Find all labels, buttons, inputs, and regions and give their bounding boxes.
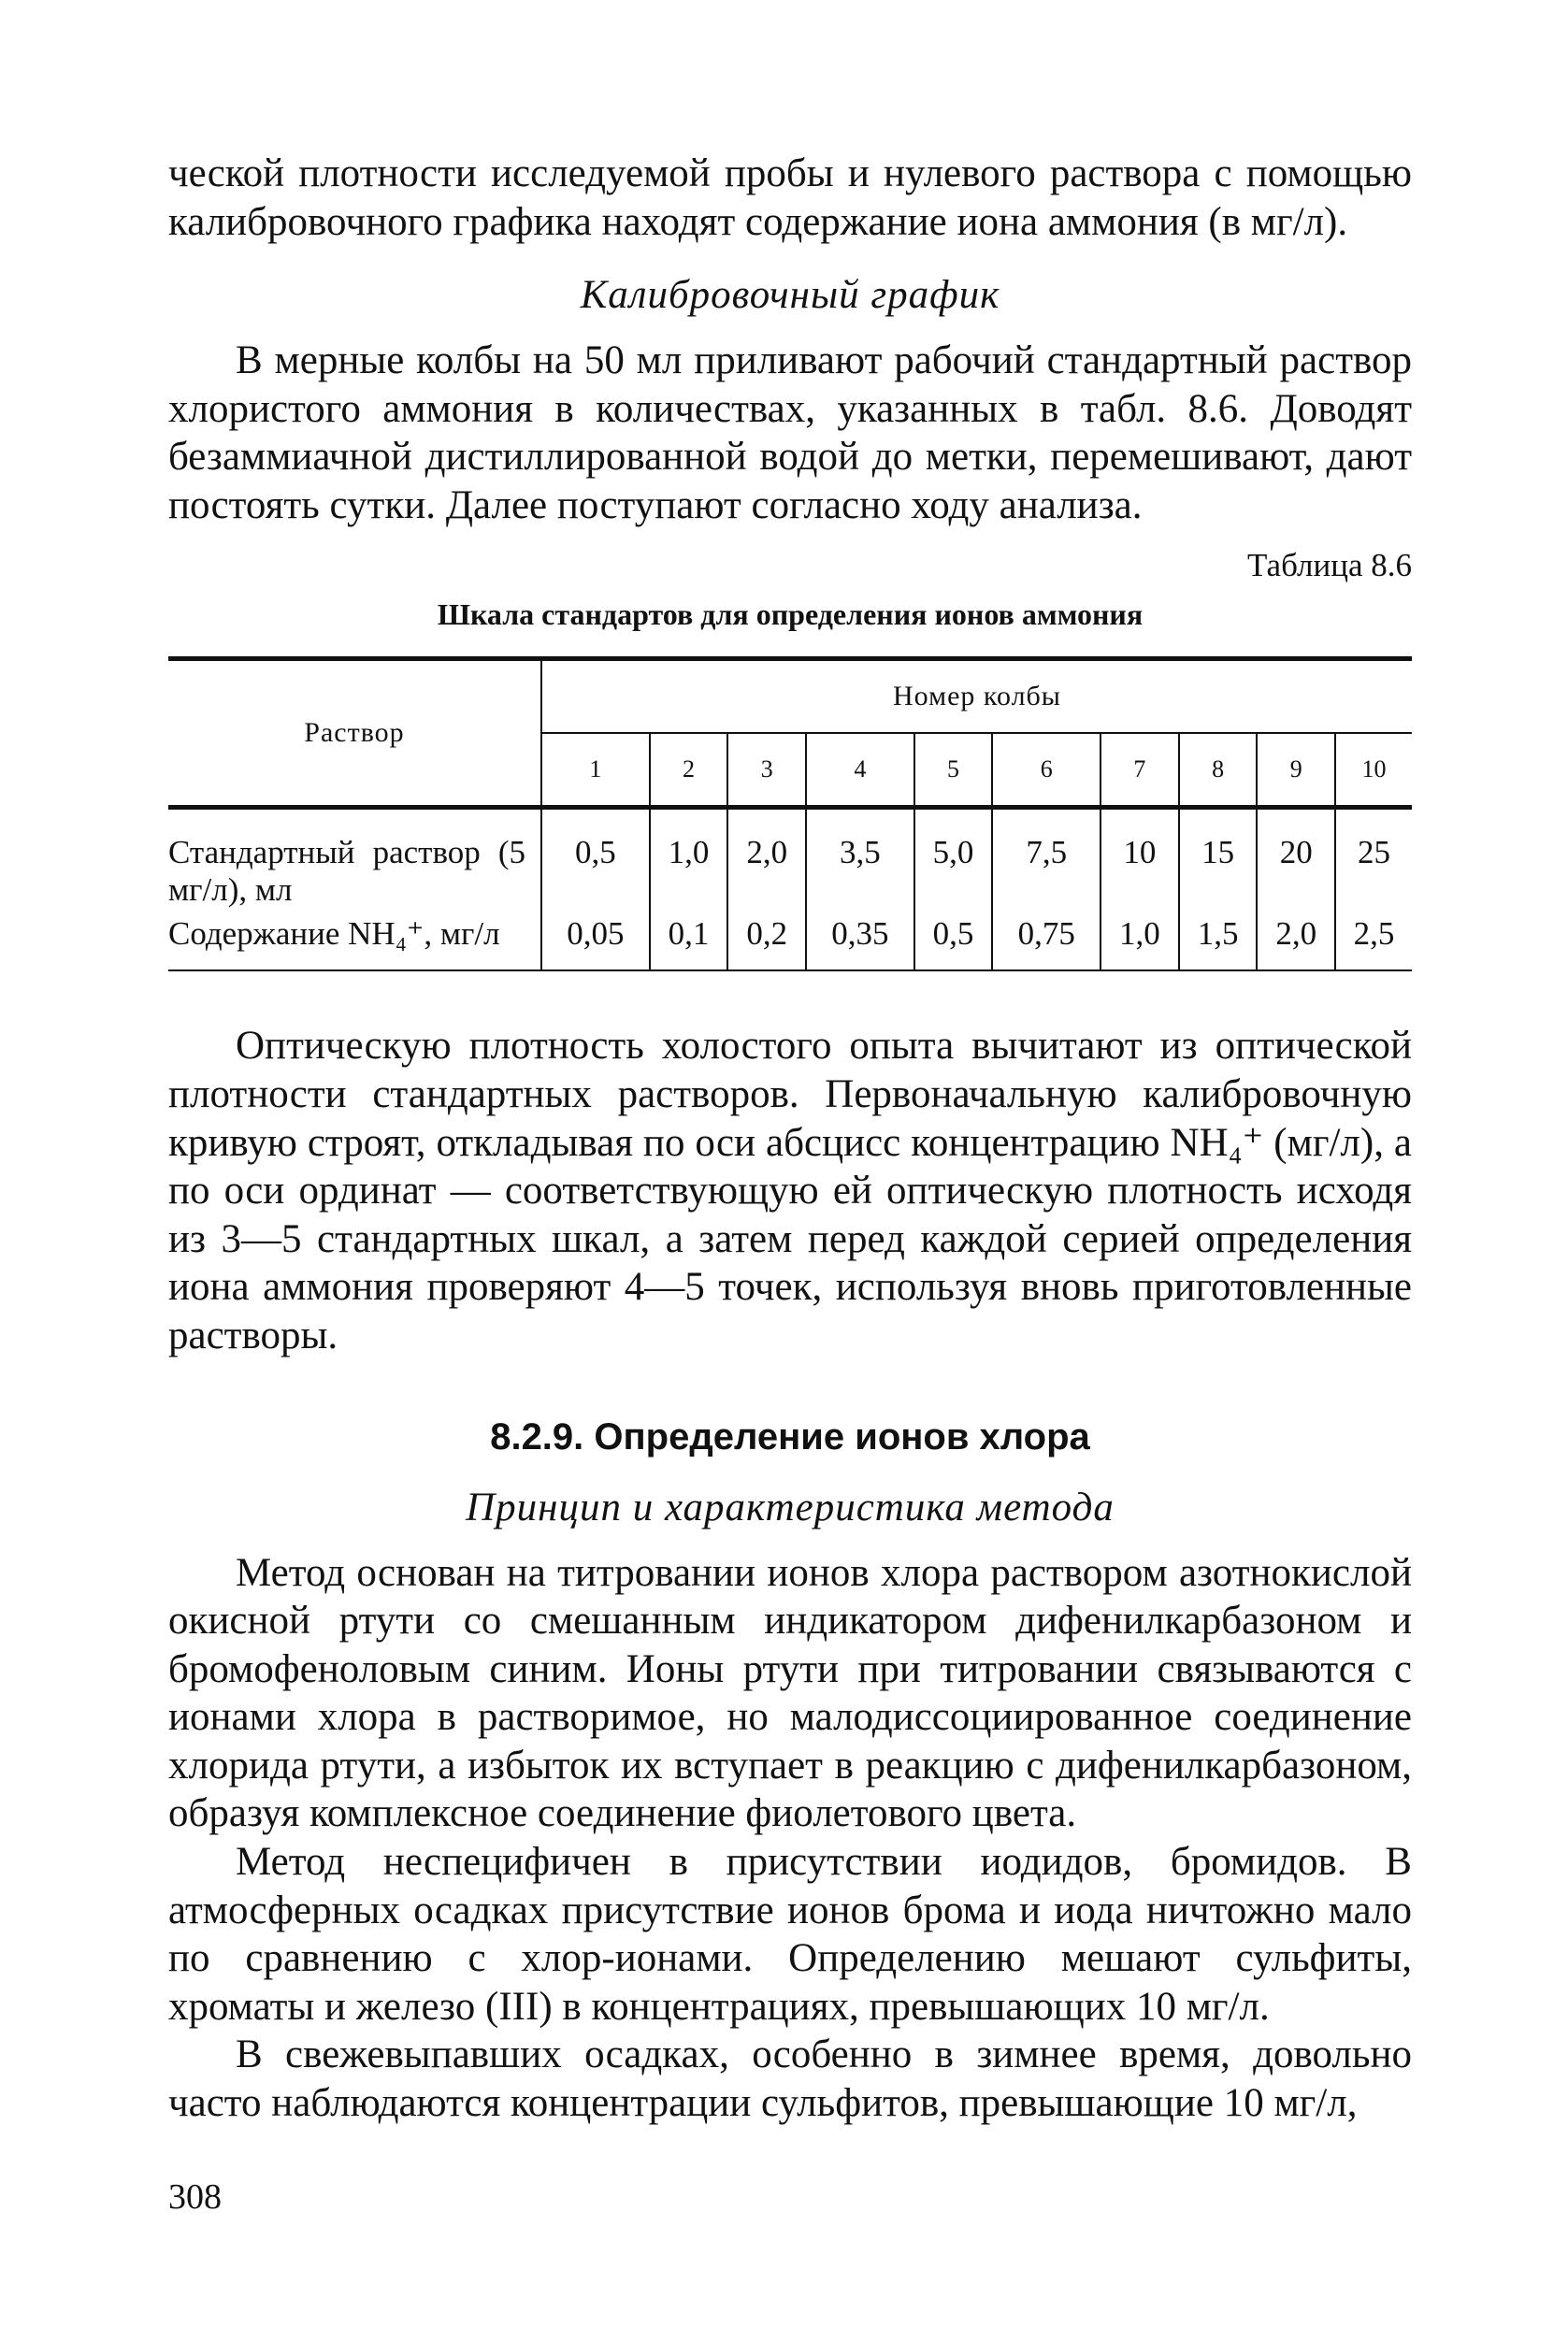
paragraph-calibration: В мерные колбы на 50 мл приливают рабочий стандартный раствор хлористого аммония в количествах, указанных в табл. 8.6. Доводят безаммиачной дистиллированной водой до метки, перемешивают, дают постоять сутки. Далее поступают согласно ходу анализа. — [168, 338, 1412, 527]
flask-number: 3 — [727, 733, 806, 808]
row-label: Стандартный раствор (5 мг/л), мл — [168, 833, 525, 909]
header-flask-number: Номер колбы — [541, 658, 1412, 733]
table-cell: 5,0 — [914, 807, 993, 910]
table-cell: 2,0 — [727, 807, 806, 910]
standards-table — [168, 656, 1412, 972]
paragraph-interference: Метод неспецифичен в присутствии иодидов, бромидов. В атмосферных осадках присутствие ионов брома и иода ничтожно мало по сравнению с хлор-ионами. Определению мешают сульфиты, хроматы и железо (III) в концентрациях, превышающих 10 мг/л. — [168, 1840, 1412, 2029]
flask-number: 7 — [1100, 733, 1179, 808]
table-number: Таблица 8.6 — [1247, 546, 1412, 583]
flask-number: 2 — [650, 733, 728, 808]
paragraph-method: Метод основан на титровании ионов хлора раствором азотнокислой окисной ртути со смешанным индикатором дифенилкарбазоном и бромофеноловым синим. Ионы ртути при титровании связываются с ионами хлора в растворимое, но малодиссоциированное соединение хлорида ртути, а избыток их вступает в реакцию с дифенилкарбазоном, образуя комплексное соединение фиолетового цвета. — [168, 1550, 1412, 1836]
table-cell: 0,5 — [914, 910, 993, 971]
table-cell: 1,5 — [1179, 910, 1258, 971]
table-cell: 10 — [1100, 807, 1179, 910]
page-number: 308 — [168, 2177, 222, 2217]
heading-calibration: Калибровочный график — [580, 273, 1000, 318]
table-cell: 2,0 — [1257, 910, 1335, 971]
table-row — [168, 807, 1412, 910]
flask-number: 1 — [541, 733, 650, 808]
table-cell: 15 — [1179, 807, 1258, 910]
table-cell: 2,5 — [1335, 910, 1412, 971]
table-cell: 0,35 — [806, 910, 914, 971]
paragraph-sulfites: В свежевыпавших осадках, особенно в зимнее время, довольно часто наблюдаются концентрации сульфитов, превышающие 10 мг/л, — [168, 2032, 1412, 2126]
table-cell: 1,0 — [650, 807, 728, 910]
table-cell: 3,5 — [806, 807, 914, 910]
page-content — [168, 150, 1412, 2128]
row-label: Содержание NH₄⁺, мг/л — [168, 914, 500, 952]
flask-number: 9 — [1257, 733, 1335, 808]
table-row — [168, 910, 1412, 971]
table-title: Шкала стандартов для определения ионов аммония — [437, 596, 1144, 631]
paragraph-intro: ческой плотности исследуемой пробы и нулевого раствора с помощью калибровочного графика находят содержание иона аммония (в мг/л). — [168, 151, 1412, 244]
flask-number: 6 — [992, 733, 1100, 808]
table-cell: 0,75 — [992, 910, 1100, 971]
heading-principle: Принцип и характеристика метода — [466, 1485, 1115, 1530]
paragraph-optical-density: Оптическую плотность холостого опыта вычитают из оптической плотности стандартных растворов. Первоначальную калибровочную кривую строят, откладывая по оси абсцисс концентрацию NH₄⁺ (мг/л), а по оси ординат — соответствующую ей оптическую плотность исходя из 3—5 стандартных шкал, а затем перед каждой серией определения иона аммония проверяют 4—5 точек, используя вновь приготовленные растворы. — [168, 1024, 1412, 1357]
flask-number: 5 — [914, 733, 993, 808]
section-heading: 8.2.9. Определение ионов хлора — [490, 1415, 1090, 1458]
table-cell: 1,0 — [1100, 910, 1179, 971]
table-cell: 7,5 — [992, 807, 1100, 910]
flask-number: 10 — [1335, 733, 1412, 808]
table-cell: 0,5 — [541, 807, 650, 910]
flask-number: 8 — [1179, 733, 1258, 808]
table-cell: 0,1 — [650, 910, 728, 971]
table-cell: 20 — [1257, 807, 1335, 910]
flask-number: 4 — [806, 733, 914, 808]
table-cell: 25 — [1335, 807, 1412, 910]
table-cell: 0,05 — [541, 910, 650, 971]
header-solution: Раствор — [168, 658, 541, 807]
table-cell: 0,2 — [727, 910, 806, 971]
